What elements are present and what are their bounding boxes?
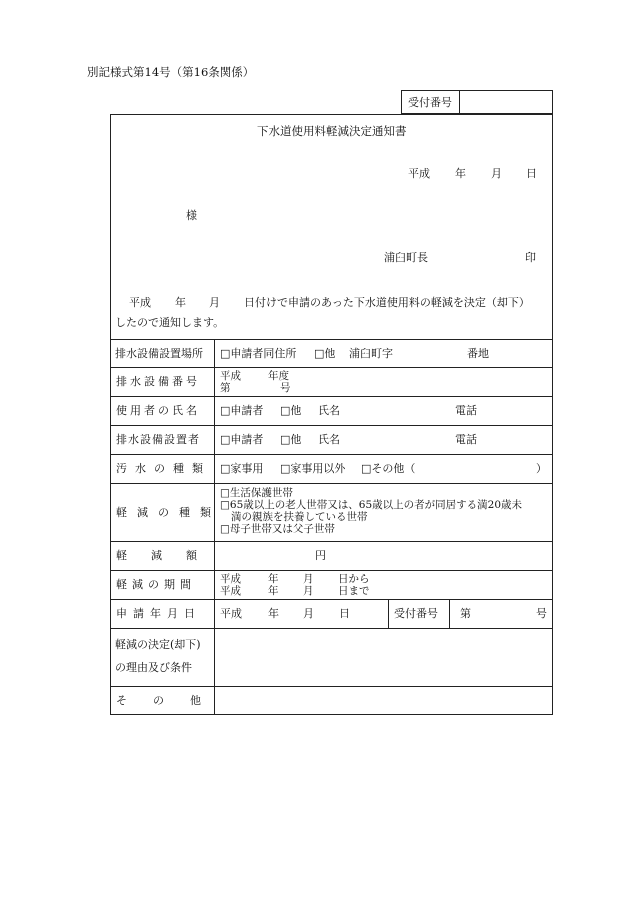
reduction-type-opt-single-parent[interactable]: □母子世帯又は父子世帯 (220, 523, 335, 535)
period-from-era: 平成 (220, 573, 241, 585)
notice-date-day: 日 (526, 167, 537, 180)
installer-opt-other[interactable]: □他 (280, 433, 302, 446)
user-name-phone-label: 電話 (455, 404, 477, 417)
receipt-number-label: 受付番号 (408, 96, 452, 109)
installer-label: 排水設備設置者 (116, 433, 200, 446)
other-label: その他 (116, 694, 227, 707)
facility-number-fiscal-year: 年度 (268, 370, 289, 382)
body-year: 年 (175, 296, 186, 309)
installer-phone-label: 電話 (455, 433, 477, 446)
reduction-type-opt-elderly-line2: 満の親族を扶養している世帯 (231, 511, 368, 523)
decision-reason-label-line2: の理由及び条件 (115, 661, 192, 674)
installer-opt-applicant[interactable]: □申請者 (220, 433, 264, 446)
reduction-period-label: 軽減の期間 (116, 578, 196, 591)
facility-location-opt-other[interactable]: □他 (314, 347, 336, 360)
reduction-amount-unit: 円 (315, 549, 326, 562)
body-text-line1: 日付けで申請のあった下水道使用料の軽減を決定（却下） (244, 296, 530, 309)
facility-number-label: 排水設備番号 (116, 375, 200, 388)
notice-title: 下水道使用料軽減決定通知書 (257, 124, 407, 138)
notice-date-year: 年 (455, 167, 466, 180)
period-to-month: 月 (303, 585, 314, 597)
user-name-opt-applicant[interactable]: □申請者 (220, 404, 264, 417)
sewage-type-close-paren: ） (536, 462, 547, 475)
facility-number-suffix: 号 (280, 382, 291, 394)
facility-location-label: 排水設備設置場所 (115, 347, 203, 360)
period-to-year: 年 (268, 585, 279, 597)
installer-name-label: 氏名 (318, 433, 340, 446)
facility-location-opt-applicant[interactable]: □申請者同住所 (220, 347, 297, 360)
notice-date-month: 月 (491, 167, 502, 180)
form-reference: 別記様式第14号（第16条関係） (87, 65, 255, 79)
reduction-amount-label: 軽減額 (116, 549, 221, 562)
body-month: 月 (209, 296, 220, 309)
addressee-suffix: 様 (186, 209, 197, 222)
user-name-name-label: 氏名 (318, 404, 340, 417)
sewage-type-label: 汚水の種類 (116, 462, 211, 475)
seal-mark: 印 (525, 251, 536, 264)
period-from-year: 年 (268, 573, 279, 585)
body-text-line2: したので通知します。 (115, 316, 225, 329)
application-receipt-label: 受付番号 (394, 607, 438, 620)
decision-reason-label-line1: 軽減の決定(却下) (115, 638, 201, 651)
period-to-era: 平成 (220, 585, 241, 597)
reduction-type-opt-elderly[interactable]: □65歳以上の老人世帯又は、65歳以上の者が同居する満20歳未 (220, 499, 523, 511)
facility-number-prefix: 第 (220, 382, 231, 394)
sewage-type-opt-non-household[interactable]: □家事用以外 (280, 462, 346, 475)
application-receipt-suffix: 号 (536, 607, 547, 620)
application-date-era: 平成 (220, 607, 242, 620)
notice-date-era: 平成 (408, 167, 430, 180)
sewage-type-opt-other[interactable]: □その他（ (361, 462, 416, 475)
period-to-suffix: 日まで (338, 585, 370, 597)
sewage-type-opt-household[interactable]: □家事用 (220, 462, 264, 475)
facility-number-era: 平成 (220, 370, 241, 382)
facility-location-town: 浦臼町字 (349, 347, 393, 360)
application-date-label: 申請年月日 (116, 607, 201, 620)
application-date-year: 年 (268, 607, 279, 620)
facility-location-lot: 番地 (467, 347, 489, 360)
application-date-month: 月 (303, 607, 314, 620)
body-era: 平成 (129, 296, 151, 309)
period-from-month: 月 (303, 573, 314, 585)
reduction-type-opt-welfare[interactable]: □生活保護世帯 (220, 487, 293, 499)
user-name-opt-other[interactable]: □他 (280, 404, 302, 417)
reduction-type-label: 軽減の種類 (116, 506, 221, 519)
issuer-title: 浦臼町長 (384, 251, 428, 264)
application-receipt-prefix: 第 (460, 607, 471, 620)
period-from-suffix: 日から (338, 573, 370, 585)
application-date-day: 日 (339, 607, 350, 620)
user-name-label: 使用者の氏名 (116, 404, 200, 417)
